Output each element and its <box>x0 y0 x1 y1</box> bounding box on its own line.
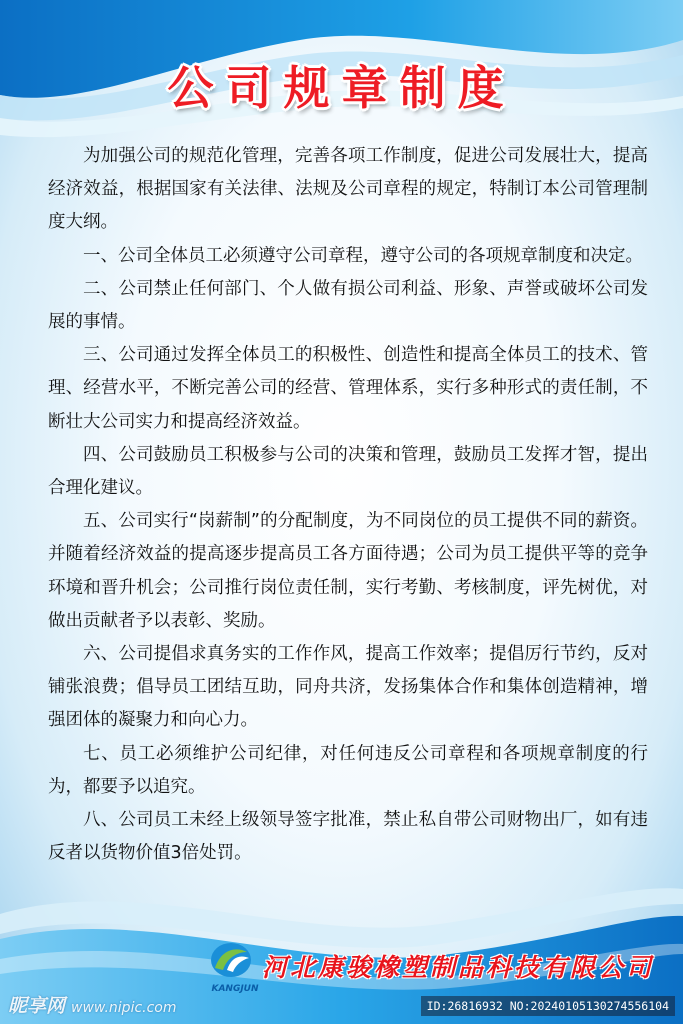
rule-paragraph: 三、公司通过发挥全体员工的积极性、创造性和提高全体员工的技术、管理、经营水平，不断完善公司的经营、管理体系，实行多种形式的责任制，不断壮大公司实力和提高经济效益。 <box>48 345 648 432</box>
page-title: 公司规章制度 <box>167 61 516 115</box>
watermark-site <box>8 991 177 1018</box>
rule-paragraph: 四、公司鼓励员工积极参与公司的决策和管理，鼓励员工发挥才智，提出合理化建议。 <box>48 444 648 499</box>
watermark-site-name: 昵享网 <box>8 995 66 1017</box>
watermark-url: www.nipic.com <box>71 1000 177 1016</box>
rule-paragraph: 五、公司实行“岗薪制”的分配制度，为不同岗位的员工提供不同的薪资。并随着经济效益的提高逐步提高员工各方面待遇；公司为员工提供平等的竞争环境和晋升机会；公司推行岗位责任制，实行考勤、考核制度，评先树优，对做出贡献者予以表彰、奖励。 <box>48 511 648 631</box>
company-name: 河北康骏橡塑制品科技有限公司 <box>262 953 655 982</box>
watermark-id: ID:26816932 NO:20240105130274556104 <box>421 996 675 1016</box>
logo-mark-icon <box>205 940 257 982</box>
company-logo-block <box>205 940 257 992</box>
rule-paragraph: 二、公司禁止任何部门、个人做有损公司利益、形象、声誉或破坏公司发展的事情。 <box>48 278 648 333</box>
rule-paragraph: 八、公司员工未经上级领导签字批准，禁止私自带公司财物出厂，如有违反者以货物价值3倍处罚。 <box>48 810 648 864</box>
company-logo <box>205 940 257 992</box>
rule-paragraph: 七、员工必须维护公司纪律，对任何违反公司章程和各项规章制度的行为，都要予以追究。 <box>48 743 648 797</box>
rule-paragraph: 六、公司提倡求真务实的工作作风，提高工作效率；提倡厉行节约，反对铺张浪费；倡导员工团结互助，同舟共济，发扬集体合作和集体创造精神，增强团体的凝聚力和向心力。 <box>48 644 648 731</box>
intro-paragraph: 为加强公司的规范化管理，完善各项工作制度，促进公司发展壮大，提高经济效益，根据国家有关法律、法规及公司章程的规定，特制订本公司管理制度大纲。 <box>48 146 648 233</box>
rule-paragraph: 一、公司全体员工必须遵守公司章程，遵守公司的各项规章制度和决定。 <box>83 245 643 266</box>
regulations-body <box>48 140 648 870</box>
logo-text: KANGJUN <box>211 984 259 994</box>
